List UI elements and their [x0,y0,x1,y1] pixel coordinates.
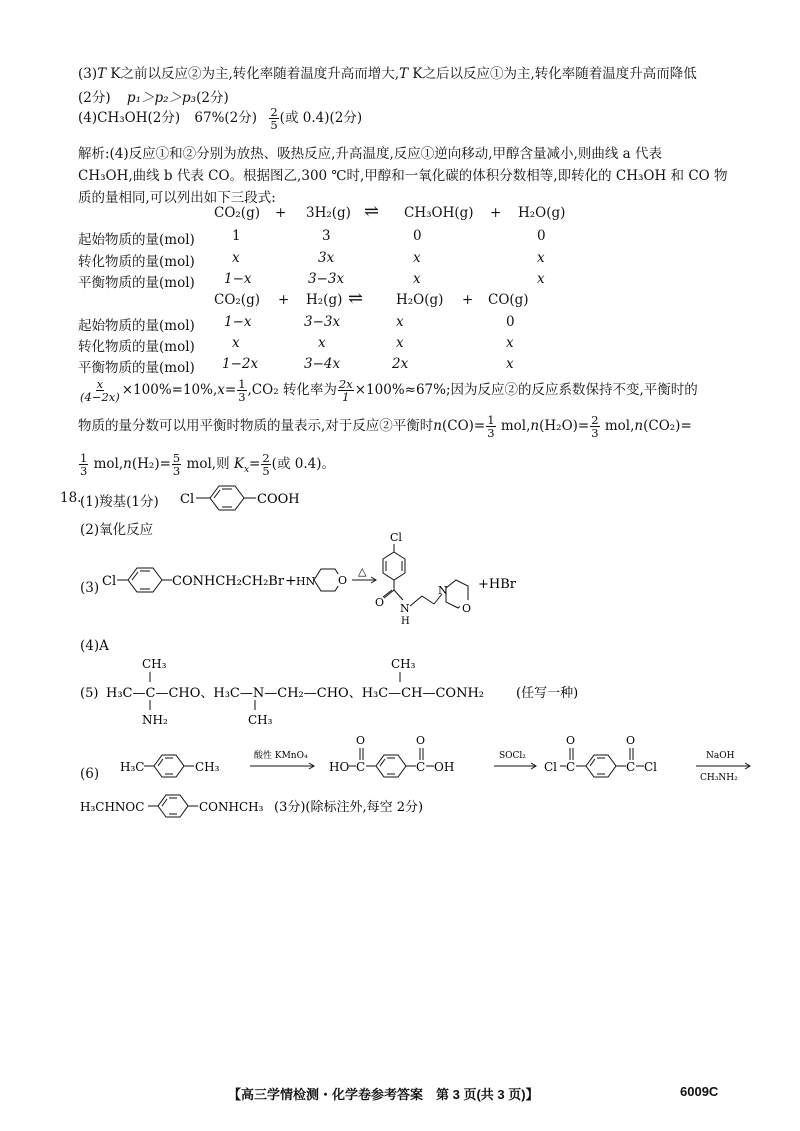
svg-text:O: O [375,596,385,609]
svg-text:NaOH: NaOH [706,751,735,761]
calculation-line-3: $\frac{1}{3}$ mol,n(H₂)= $\frac{5}{3}$ mol,则 $K_x=$ $\frac{2}{5}$ (或 0.4)。 [80,451,335,479]
q18-part5-isomers [78,654,638,736]
q18-part1: (1)羧基(1分) [80,494,159,510]
svg-text:(任写一种): (任写一种) [516,686,579,701]
svg-text:NH₂: NH₂ [142,713,168,727]
q18-part6-label: (6) [80,766,100,782]
svg-text:△: △ [358,565,367,578]
q18-part3-label: (3) [80,580,100,596]
svg-text:COOH: COOH [257,492,300,507]
page-footer-title: 【高三学情检测・化学卷参考答案 第 3 页(共 3 页)】 [228,1087,539,1102]
svg-text:酸性 KMnO₄: 酸性 KMnO₄ [254,751,308,761]
fraction-2-5: $\frac{2}{5}$ [270,105,278,133]
svg-text:N: N [400,602,410,615]
equilibrium-arrow: ⇌ [348,288,364,309]
svg-text:HO: HO [329,760,350,774]
q17-part3-line2: (2分) p₁＞p₂＞p₃(2分) [78,90,229,106]
equilibrium-arrow: ⇌ [364,201,380,222]
explanation-line-3: 质的量相同,可以列出如下三段式: [78,190,276,206]
q18-part6-synthesis [118,730,758,790]
svg-text:CH₃: CH₃ [248,713,273,727]
svg-text:O: O [356,734,366,747]
svg-text:Cl: Cl [544,760,558,774]
svg-text:Cl: Cl [644,760,658,774]
svg-text:(3分)(除标注外,每空 2分): (3分)(除标注外,每空 2分) [274,800,424,815]
svg-text:CH₃: CH₃ [391,657,416,671]
q18-part3-reaction [100,528,520,638]
svg-text:Cl: Cl [390,531,402,544]
calculation-line-1: $\frac{x}{(4-2x)}$ ×100%=10%,x= $\frac{1}{3}$ ,CO₂ 转化率为 $\frac{2x}{1}$ ×100%≈67%;因为反应②的反应系数保持不变,平衡时的 [80,377,698,405]
svg-text:C: C [626,760,636,774]
svg-text:C: C [566,760,576,774]
svg-text:C: C [416,760,426,774]
svg-text:CONHCH₃: CONHCH₃ [199,800,264,814]
svg-text:O: O [566,734,576,747]
svg-text:O: O [416,734,426,747]
svg-text:OH: OH [434,760,455,774]
svg-text:Cl: Cl [180,492,195,507]
pressure-order: p₁＞p₂＞p₃ [126,90,197,106]
q18-part6-product [78,790,778,822]
svg-text:C: C [356,760,366,774]
svg-text:CH₃: CH₃ [142,657,167,671]
svg-text:CH₃NH₂: CH₃NH₂ [700,773,738,783]
svg-text:CONHCH₂CH₂Br: CONHCH₂CH₂Br [172,574,285,589]
svg-text:H₃C—C—CHO、H₃C—N—CH₂—CHO、H₃C—CH: H₃C—C—CHO、H₃C—N—CH₂—CHO、H₃C—CH—CONH₂ [106,686,484,701]
q18-part2: (2)氧化反应 [80,522,154,538]
svg-text:HN: HN [296,575,316,588]
svg-text:O: O [626,734,636,747]
svg-text:O: O [338,574,348,587]
svg-text:H: H [401,616,410,627]
q18-part4: (4)A [80,638,109,654]
svg-text:(5): (5) [80,686,99,701]
q18-number: 18. [60,490,82,506]
fraction-x-over-4-2x: $\frac{x}{(4-2x)}$ [80,377,120,405]
explanation-line-1: 解析:(4)反应①和②分别为放热、吸热反应,升高温度,反应①逆向移动,甲醇含量减小,则曲线 a 代表 [78,146,662,162]
page-footer-code: 6009C [680,1084,719,1099]
svg-text:N: N [438,584,448,597]
calculation-line-2: 物质的量分数可以用平衡时物质的量表示,对于反应②平衡时n(CO)= $\frac{1}{3}$ mol,n(H₂O)= $\frac{2}{3}$ mol,n(CO₂)= [78,413,692,441]
chlorobenzoic-acid-structure [180,480,300,516]
explanation-line-2: CH₃OH,曲线 b 代表 CO。根据图乙,300 ℃时,甲醇和一氧化碳的体积分数相等,即转化的 CH₃OH 和 CO 物 [78,168,728,184]
q17-part4-line: (4)CH₃OH(2分) 67%(2分) $\frac{2}{5}$ (或 0.4)(2分) [78,105,363,133]
svg-text:CH₃: CH₃ [195,760,220,774]
svg-text:H₃CHNOC: H₃CHNOC [80,800,145,814]
q17-part3-line1: (3)T K之前以反应②为主,转化率随着温度升高而增大,T K之后以反应①为主,转化率随着温度升高而降低 [78,66,697,82]
svg-text:Cl: Cl [102,574,117,589]
svg-text:H₃C: H₃C [120,760,145,774]
svg-text:+: + [285,573,297,589]
svg-text:SOCl₂: SOCl₂ [499,751,526,761]
svg-text:+HBr: +HBr [478,577,516,592]
svg-text:O: O [462,602,472,615]
